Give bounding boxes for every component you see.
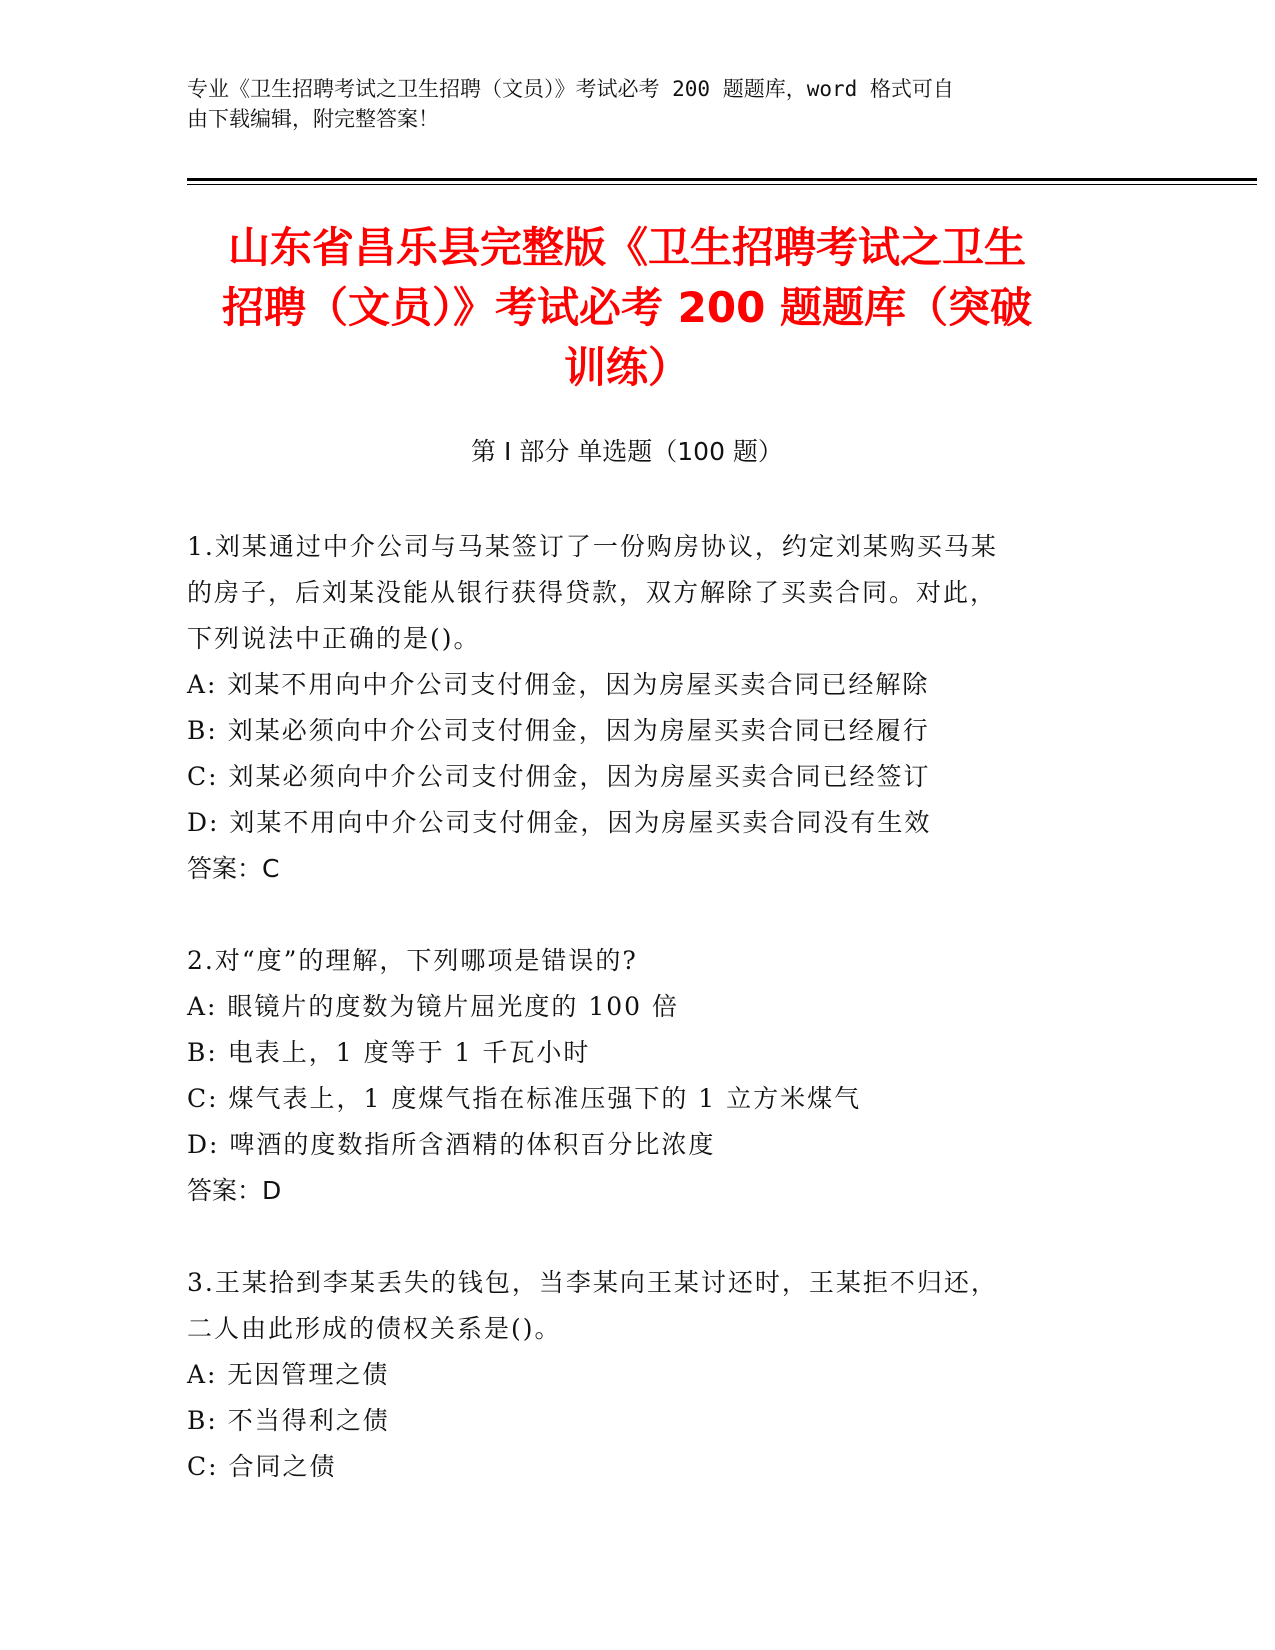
question-stem-line: 的房子，后刘某没能从银行获得贷款，双方解除了买卖合同。对此， bbox=[187, 578, 998, 607]
header-note-line: 由下载编辑，附完整答案！ bbox=[187, 107, 439, 131]
document-title bbox=[187, 218, 1067, 398]
header-divider-thick bbox=[187, 178, 1257, 181]
header-note bbox=[187, 74, 1067, 134]
question-stem-line: 二人由此形成的债权关系是()。 bbox=[187, 1314, 562, 1343]
document-title-line: 训练） bbox=[563, 343, 690, 392]
question-1 bbox=[187, 524, 1067, 892]
question-3 bbox=[187, 1260, 1067, 1490]
option-b: B: 刘某必须向中介公司支付佣金，因为房屋买卖合同已经履行 bbox=[187, 716, 930, 745]
question-stem-line: 3.王某拾到李某丢失的钱包，当李某向王某讨还时，王某拒不归还， bbox=[187, 1268, 998, 1297]
option-b: B: 不当得利之债 bbox=[187, 1406, 390, 1435]
option-a: A: 刘某不用向中介公司支付佣金，因为房屋买卖合同已经解除 bbox=[187, 670, 930, 699]
document-title-line: 山东省昌乐县完整版《卫生招聘考试之卫生 bbox=[227, 223, 1026, 272]
question-2 bbox=[187, 938, 1067, 1214]
option-a: A: 眼镜片的度数为镜片屈光度的 100 倍 bbox=[187, 992, 680, 1021]
header-note-line: 专业《卫生招聘考试之卫生招聘（文员）》考试必考 200 题题库，word 格式可自 bbox=[187, 77, 954, 101]
option-c: C: 煤气表上，1 度煤气指在标准压强下的 1 立方米煤气 bbox=[187, 1084, 862, 1113]
answer: 答案：D bbox=[187, 1176, 282, 1205]
answer: 答案：C bbox=[187, 854, 280, 883]
option-d: D: 啤酒的度数指所含酒精的体积百分比浓度 bbox=[187, 1130, 716, 1159]
option-a: A: 无因管理之债 bbox=[187, 1360, 390, 1389]
header-divider-thin bbox=[187, 184, 1257, 185]
question-stem-line: 2.对“度”的理解，下列哪项是错误的? bbox=[187, 946, 638, 975]
option-c: C: 刘某必须向中介公司支付佣金，因为房屋买卖合同已经签订 bbox=[187, 762, 931, 791]
question-stem-line: 下列说法中正确的是()。 bbox=[187, 624, 481, 653]
option-c: C: 合同之债 bbox=[187, 1452, 337, 1481]
option-d: D: 刘某不用向中介公司支付佣金，因为房屋买卖合同没有生效 bbox=[187, 808, 932, 837]
section-title: 第 I 部分 单选题（100 题） bbox=[471, 437, 783, 466]
document-title-line: 招聘（文员）》考试必考 200 题题库（突破 bbox=[222, 283, 1032, 332]
option-b: B: 电表上，1 度等于 1 千瓦小时 bbox=[187, 1038, 591, 1067]
question-list bbox=[187, 524, 1067, 1536]
question-stem-line: 1.刘某通过中介公司与马某签订了一份购房协议，约定刘某购买马某 bbox=[187, 532, 998, 561]
